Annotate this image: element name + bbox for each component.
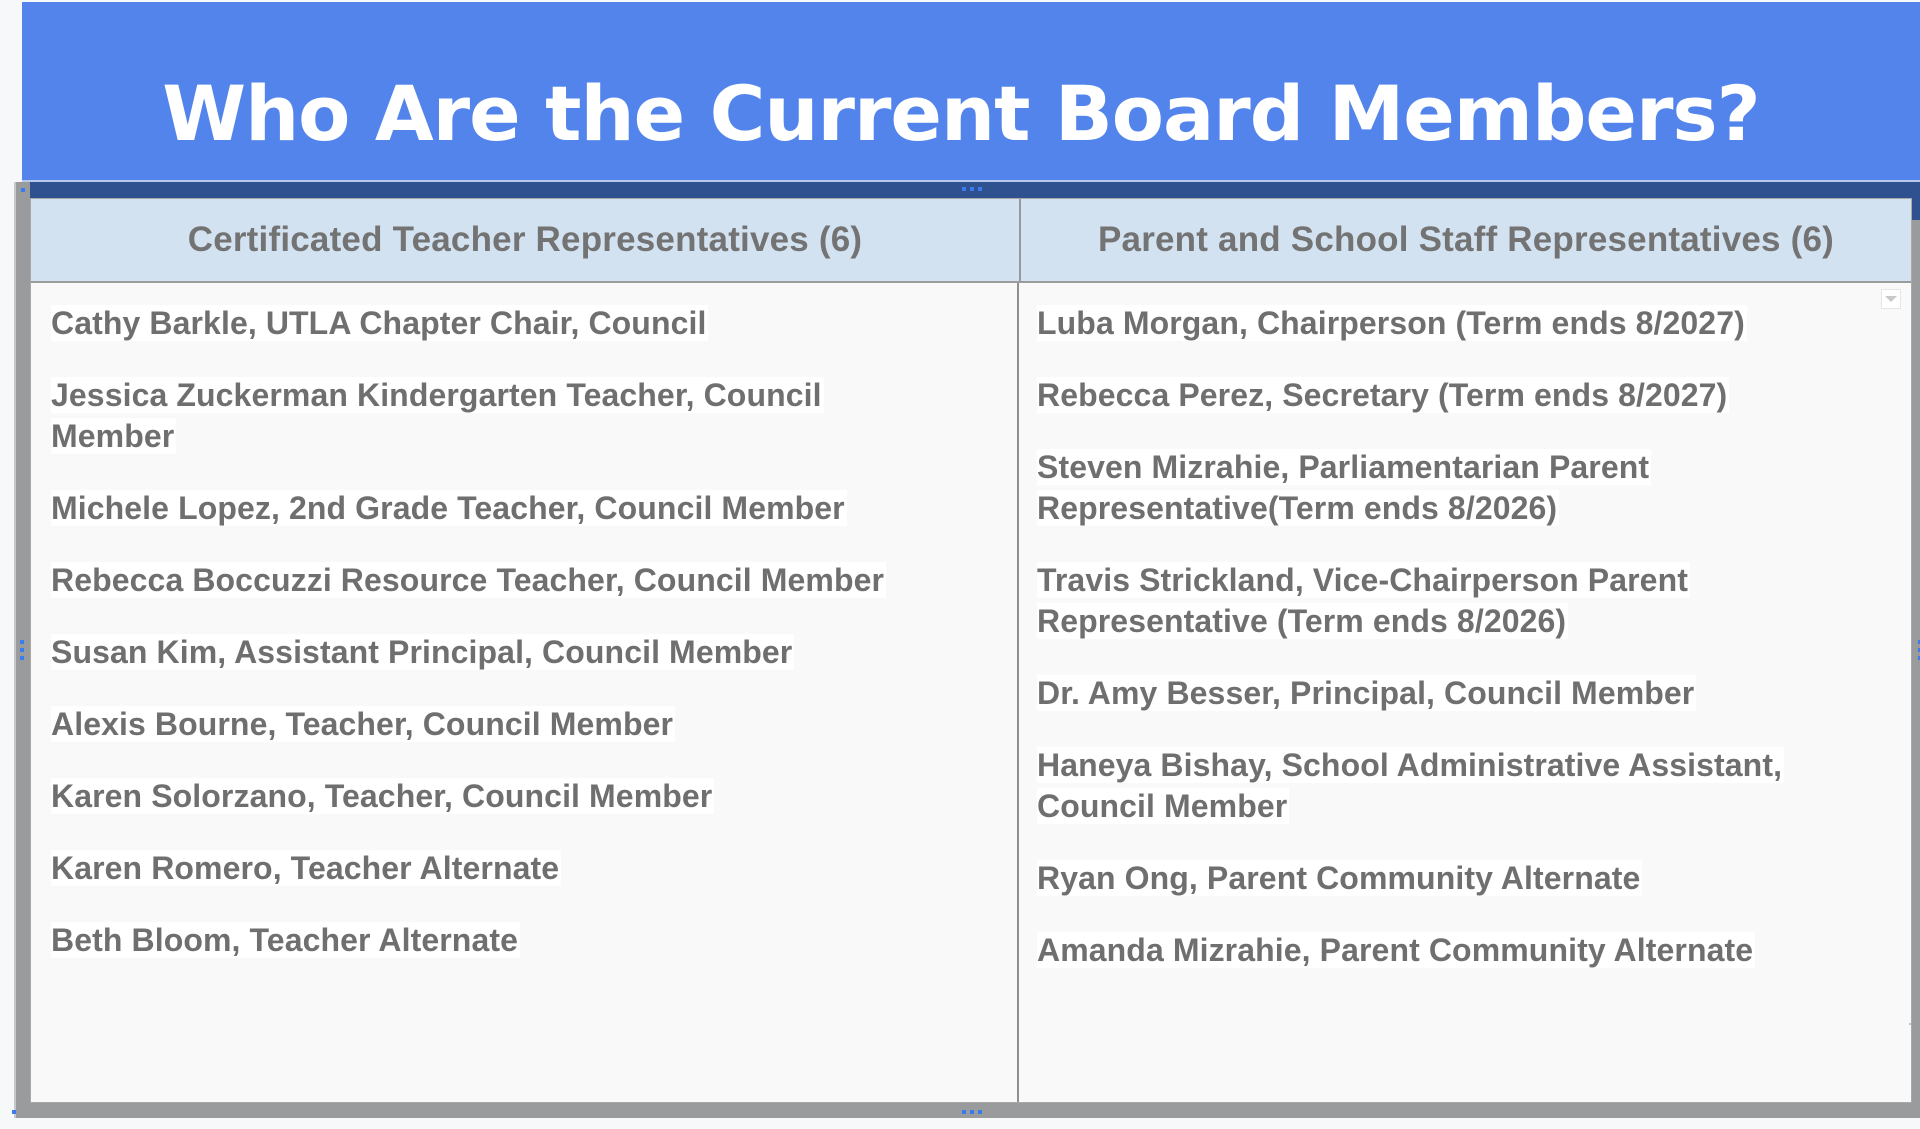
resize-handle-top[interactable] xyxy=(962,187,982,191)
resize-handle-left[interactable] xyxy=(20,640,24,660)
list-item: Jessica Zuckerman Kindergarten Teacher, Council Member xyxy=(51,377,822,454)
list-item: Rebecca Boccuzzi Resource Teacher, Council Member xyxy=(51,562,885,598)
list-item: Cathy Barkle, UTLA Chapter Chair, Council xyxy=(51,305,707,341)
triangle-down-icon xyxy=(1885,296,1897,302)
table-header-row xyxy=(31,199,1911,283)
list-item: Travis Strickland, Vice-Chairperson Parent Representative (Term ends 8/2026) xyxy=(1037,562,1688,639)
title-bar[interactable] xyxy=(22,2,1920,182)
list-item: Alexis Bourne, Teacher, Council Member xyxy=(51,706,674,742)
cell-dropdown-button[interactable] xyxy=(1881,289,1901,309)
list-item: Susan Kim, Assistant Principal, Council Member xyxy=(51,634,793,670)
list-item: Beth Bloom, Teacher Alternate xyxy=(51,922,518,958)
board-members-table[interactable] xyxy=(30,198,1912,1103)
column-header-parents-staff[interactable]: Parent and School Staff Representatives (6) xyxy=(1097,220,1834,259)
list-item: Steven Mizrahie, Parliamentarian Parent Representative(Term ends 8/2026) xyxy=(1037,449,1650,526)
teacher-representatives-cell[interactable] xyxy=(31,283,1019,1102)
list-item: Rebecca Perez, Secretary (Term ends 8/2027) xyxy=(1037,377,1728,413)
parent-staff-representatives-cell[interactable] xyxy=(1019,283,1909,1102)
list-item: Karen Romero, Teacher Alternate xyxy=(51,850,560,886)
list-item: Dr. Amy Besser, Principal, Council Member xyxy=(1037,675,1695,711)
list-item: Luba Morgan, Chairperson (Term ends 8/2027) xyxy=(1037,305,1745,341)
column-header-teachers[interactable]: Certificated Teacher Representatives (6) xyxy=(31,199,1021,281)
table-body xyxy=(31,283,1911,1102)
resize-handle-bottom[interactable] xyxy=(962,1110,982,1114)
slide-title[interactable]: Who Are the Current Board Members? xyxy=(162,69,1760,158)
list-item: Haneya Bishay, School Administrative Assistant, Council Member xyxy=(1037,747,1783,824)
list-item: Amanda Mizrahie, Parent Community Alternate xyxy=(1037,932,1754,968)
list-item: Michele Lopez, 2nd Grade Teacher, Council Member xyxy=(51,490,845,526)
corner-handle-top-left[interactable] xyxy=(21,188,25,192)
list-item: Karen Solorzano, Teacher, Council Member xyxy=(51,778,713,814)
list-item: Ryan Ong, Parent Community Alternate xyxy=(1037,860,1641,896)
corner-handle-bottom-left[interactable] xyxy=(12,1110,16,1114)
